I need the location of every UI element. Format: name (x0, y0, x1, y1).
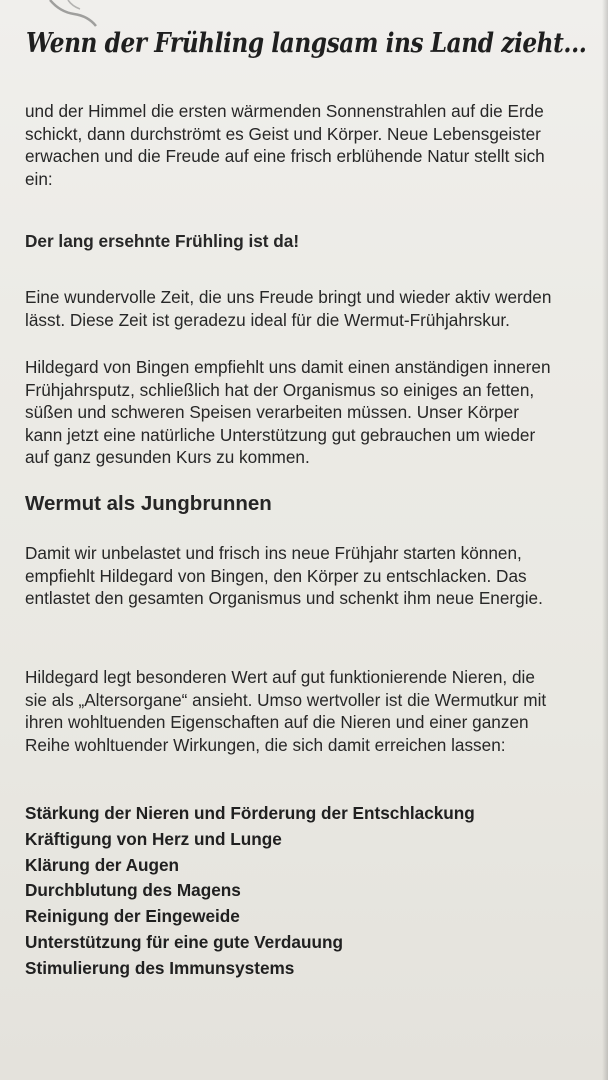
list-item: Stimulierung des Immunsystems (25, 957, 295, 978)
list-item: Stärkung der Nieren und Förderung der Entschlackung (25, 803, 475, 823)
section-heading: Wermut als Jungbrunnen (25, 492, 272, 515)
list-item: Reinigung der Eingeweide (25, 906, 240, 927)
list-item: Klärung der Augen (25, 854, 180, 875)
page-title: Wenn der Frühling langsam ins Land zieht... (26, 28, 587, 59)
paragraph-detox: Damit wir unbelastet und frisch ins neue Frühjahr starten können, empfiehlt Hildegard von Bingen, den Körper zu entschlacken. Das entlastet den gesamten Organismus und schenkt ihm neue Energie. (25, 543, 543, 608)
spring-announcement: Der lang ersehnte Frühling ist da! (25, 231, 300, 251)
paragraph-spring-cleaning: Hildegard von Bingen empfiehlt uns damit einen anständigen inneren Frühjahrsputz, schließlich hat der Organismus so einiges an fetten, süßen und schweren Speisen verarbeiten müssen. Unser Körper kann jetzt eine natürliche Unterstützung gut gebrauchen um wieder auf ganz gesunden Kurs zu kommen. (25, 357, 551, 467)
list-item: Unterstützung für eine gute Verdauung (25, 931, 343, 952)
paragraph-kidneys: Hildegard legt besonderen Wert auf gut funktionierende Nieren, die sie als „Altersorgane“ ansieht. Umso wertvoller ist die Wermutkur mit ihren wohltuenden Eigenschaften auf die Nieren und einer ganzen Reihe wohltuender Wirkungen, die sich damit erreichen lassen: (25, 667, 547, 755)
intro-paragraph: und der Himmel die ersten wärmenden Sonnenstrahlen auf die Erde schickt, dann durchströmt es Geist und Körper. Neue Lebensgeister erwachen und die Freude auf eine frisch erblühende Natur stellt sich ein: (25, 101, 545, 189)
benefits-list (25, 801, 557, 982)
article-body (25, 100, 557, 982)
list-item: Kräftigung von Herz und Lunge (25, 828, 282, 849)
page-edge-shadow (602, 0, 608, 1080)
paragraph-wonderful-time: Eine wundervolle Zeit, die uns Freude bringt und wieder aktiv werden lässt. Diese Zeit ist geradezu ideal für die Wermut-Frühjahrskur. (25, 287, 552, 330)
branch-decoration (40, 0, 120, 28)
list-item: Durchblutung des Magens (25, 880, 241, 901)
